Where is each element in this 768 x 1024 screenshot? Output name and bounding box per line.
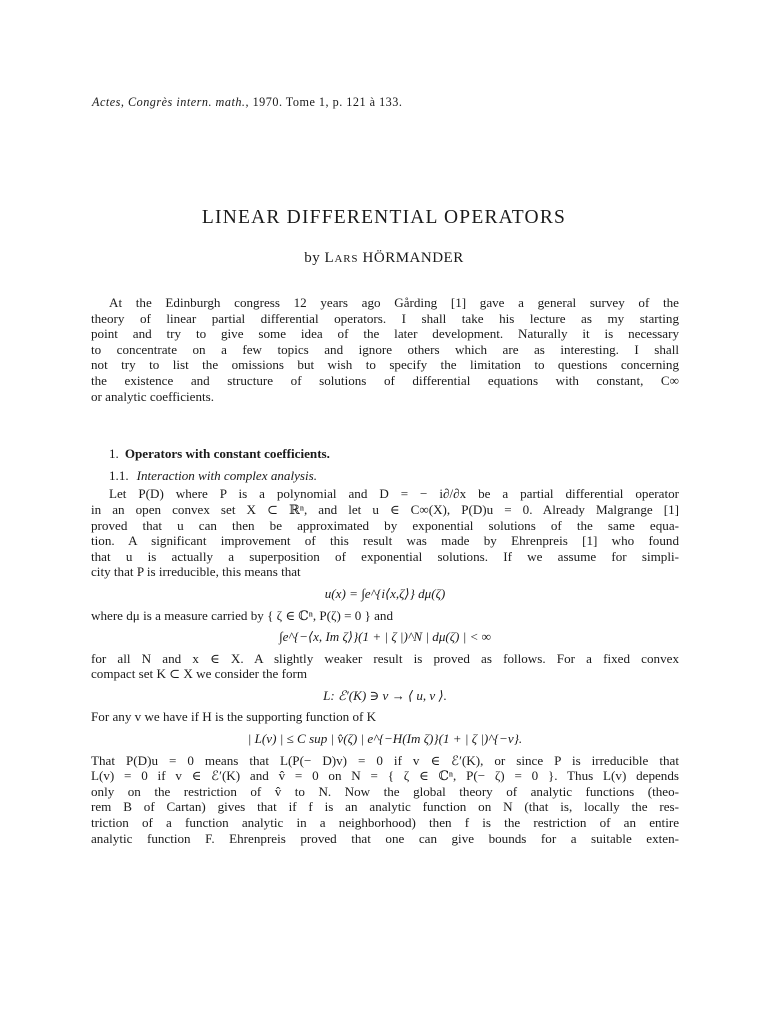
- text-line: At the Edinburgh congress 12 years ago Gårding [1] gave a general survey of the: [109, 295, 679, 310]
- text-line: proved that u can then be approximated by exponential solutions of the same equa-: [91, 517, 679, 533]
- author-first-name: Lars: [324, 250, 359, 266]
- text-line: analytic function F. Ehrenpreis proved that one can give bounds for a suitable exten-: [91, 830, 679, 846]
- text-line: For any v we have if H is the supporting function of K: [91, 709, 377, 725]
- text-line: that u is actually a superposition of exponential solutions. If we assume for simpli-: [91, 548, 679, 564]
- body-text: [91, 295, 679, 846]
- text-line: the existence and structure of solutions of differential equations with constant, C∞: [91, 372, 679, 388]
- equation: ∫e^{−⟨x, Im ζ⟩}(1 + | ζ |)^N | dμ(ζ) | < ∞: [278, 629, 492, 645]
- paper-title: LINEAR DIFFERENTIAL OPERATORS: [201, 207, 567, 228]
- text-line: in an open convex set X ⊂ ℝⁿ, and let u ∈ C∞(X), P(D)u = 0. Already Malgrange [1]: [91, 501, 679, 517]
- text-line: rem B of Cartan) gives that if f is an analytic function on N (that is, locally the res-: [91, 799, 679, 815]
- text-line: for all N and x ∈ X. A slightly weaker result is proved as follows. For a fixed convex: [91, 650, 679, 666]
- subsection-number: 1.1.: [109, 467, 129, 483]
- header-volume: 1970. Tome 1, p. 121 à 133.: [252, 95, 403, 109]
- section-title: Operators with constant coefficients.: [124, 446, 330, 462]
- text-line: not try to list the omissions but wish to specify the limitation to questions concerning: [91, 357, 679, 373]
- paragraph: [91, 753, 679, 847]
- text-line: L(v) = 0 if v ∈ ℰ′(K) and v̂ = 0 on N = { ζ ∈ ℂⁿ, P(− ζ) = 0 }. Thus L(v) depends: [91, 768, 679, 784]
- paragraph: [91, 651, 679, 682]
- text-line: tion. A significant improvement of this result was made by Ehrenpreis [1] who found: [91, 533, 679, 549]
- text-line: That P(D)u = 0 means that L(P(− D)v) = 0 if v ∈ ℰ′(K), or since P is irreducible that: [91, 752, 679, 768]
- byline-prefix: by: [304, 250, 321, 266]
- text-line: theory of linear partial differential operators. I shall take his lecture as my starting: [91, 310, 679, 326]
- section-heading: [91, 446, 679, 462]
- text-line: point and try to give some idea of the later development. Naturally it is necessary: [91, 326, 679, 342]
- text-line: city that P is irreducible, this means that: [91, 564, 301, 580]
- paragraph: [91, 486, 679, 580]
- text-line: compact set K ⊂ X we consider the form: [91, 666, 308, 682]
- running-header: [92, 95, 402, 110]
- text-line: only on the restriction of v̂ to N. Now the global theory of analytic functions (theo-: [91, 783, 679, 799]
- section-number: 1.: [109, 446, 119, 462]
- header-source: Actes, Congrès intern. math.,: [92, 95, 250, 109]
- text-line: or analytic coefficients.: [91, 388, 215, 404]
- text-line: where dμ is a measure carried by { ζ ∈ ℂⁿ, P(ζ) = 0 } and: [91, 607, 394, 623]
- subsection-heading: [91, 468, 679, 484]
- text-line: Let P(D) where P is a polynomial and D = − i∂/∂x be a partial differential operator: [109, 486, 679, 502]
- byline: [0, 250, 768, 267]
- equation: L: ℰ′(K) ∋ v → ⟨ u, v ⟩.: [323, 687, 447, 703]
- text-line: to concentrate on a few topics and ignore others which are as interesting. I shall: [91, 341, 679, 357]
- author-last-name: HÖRMANDER: [362, 250, 464, 266]
- text-line: triction of a function analytic in a neighborhood) then f is the restriction of an entire: [91, 815, 679, 831]
- equation: | L(v) | ≤ C sup | v̂(ζ) | e^{−H(Im ζ)}(1 + | ζ |)^{−ν}.: [247, 731, 523, 747]
- equation: u(x) = ∫e^{i⟨x,ζ⟩} dμ(ζ): [324, 585, 446, 601]
- subsection-title: Interaction with complex analysis.: [136, 467, 318, 483]
- intro-paragraph: [91, 295, 679, 404]
